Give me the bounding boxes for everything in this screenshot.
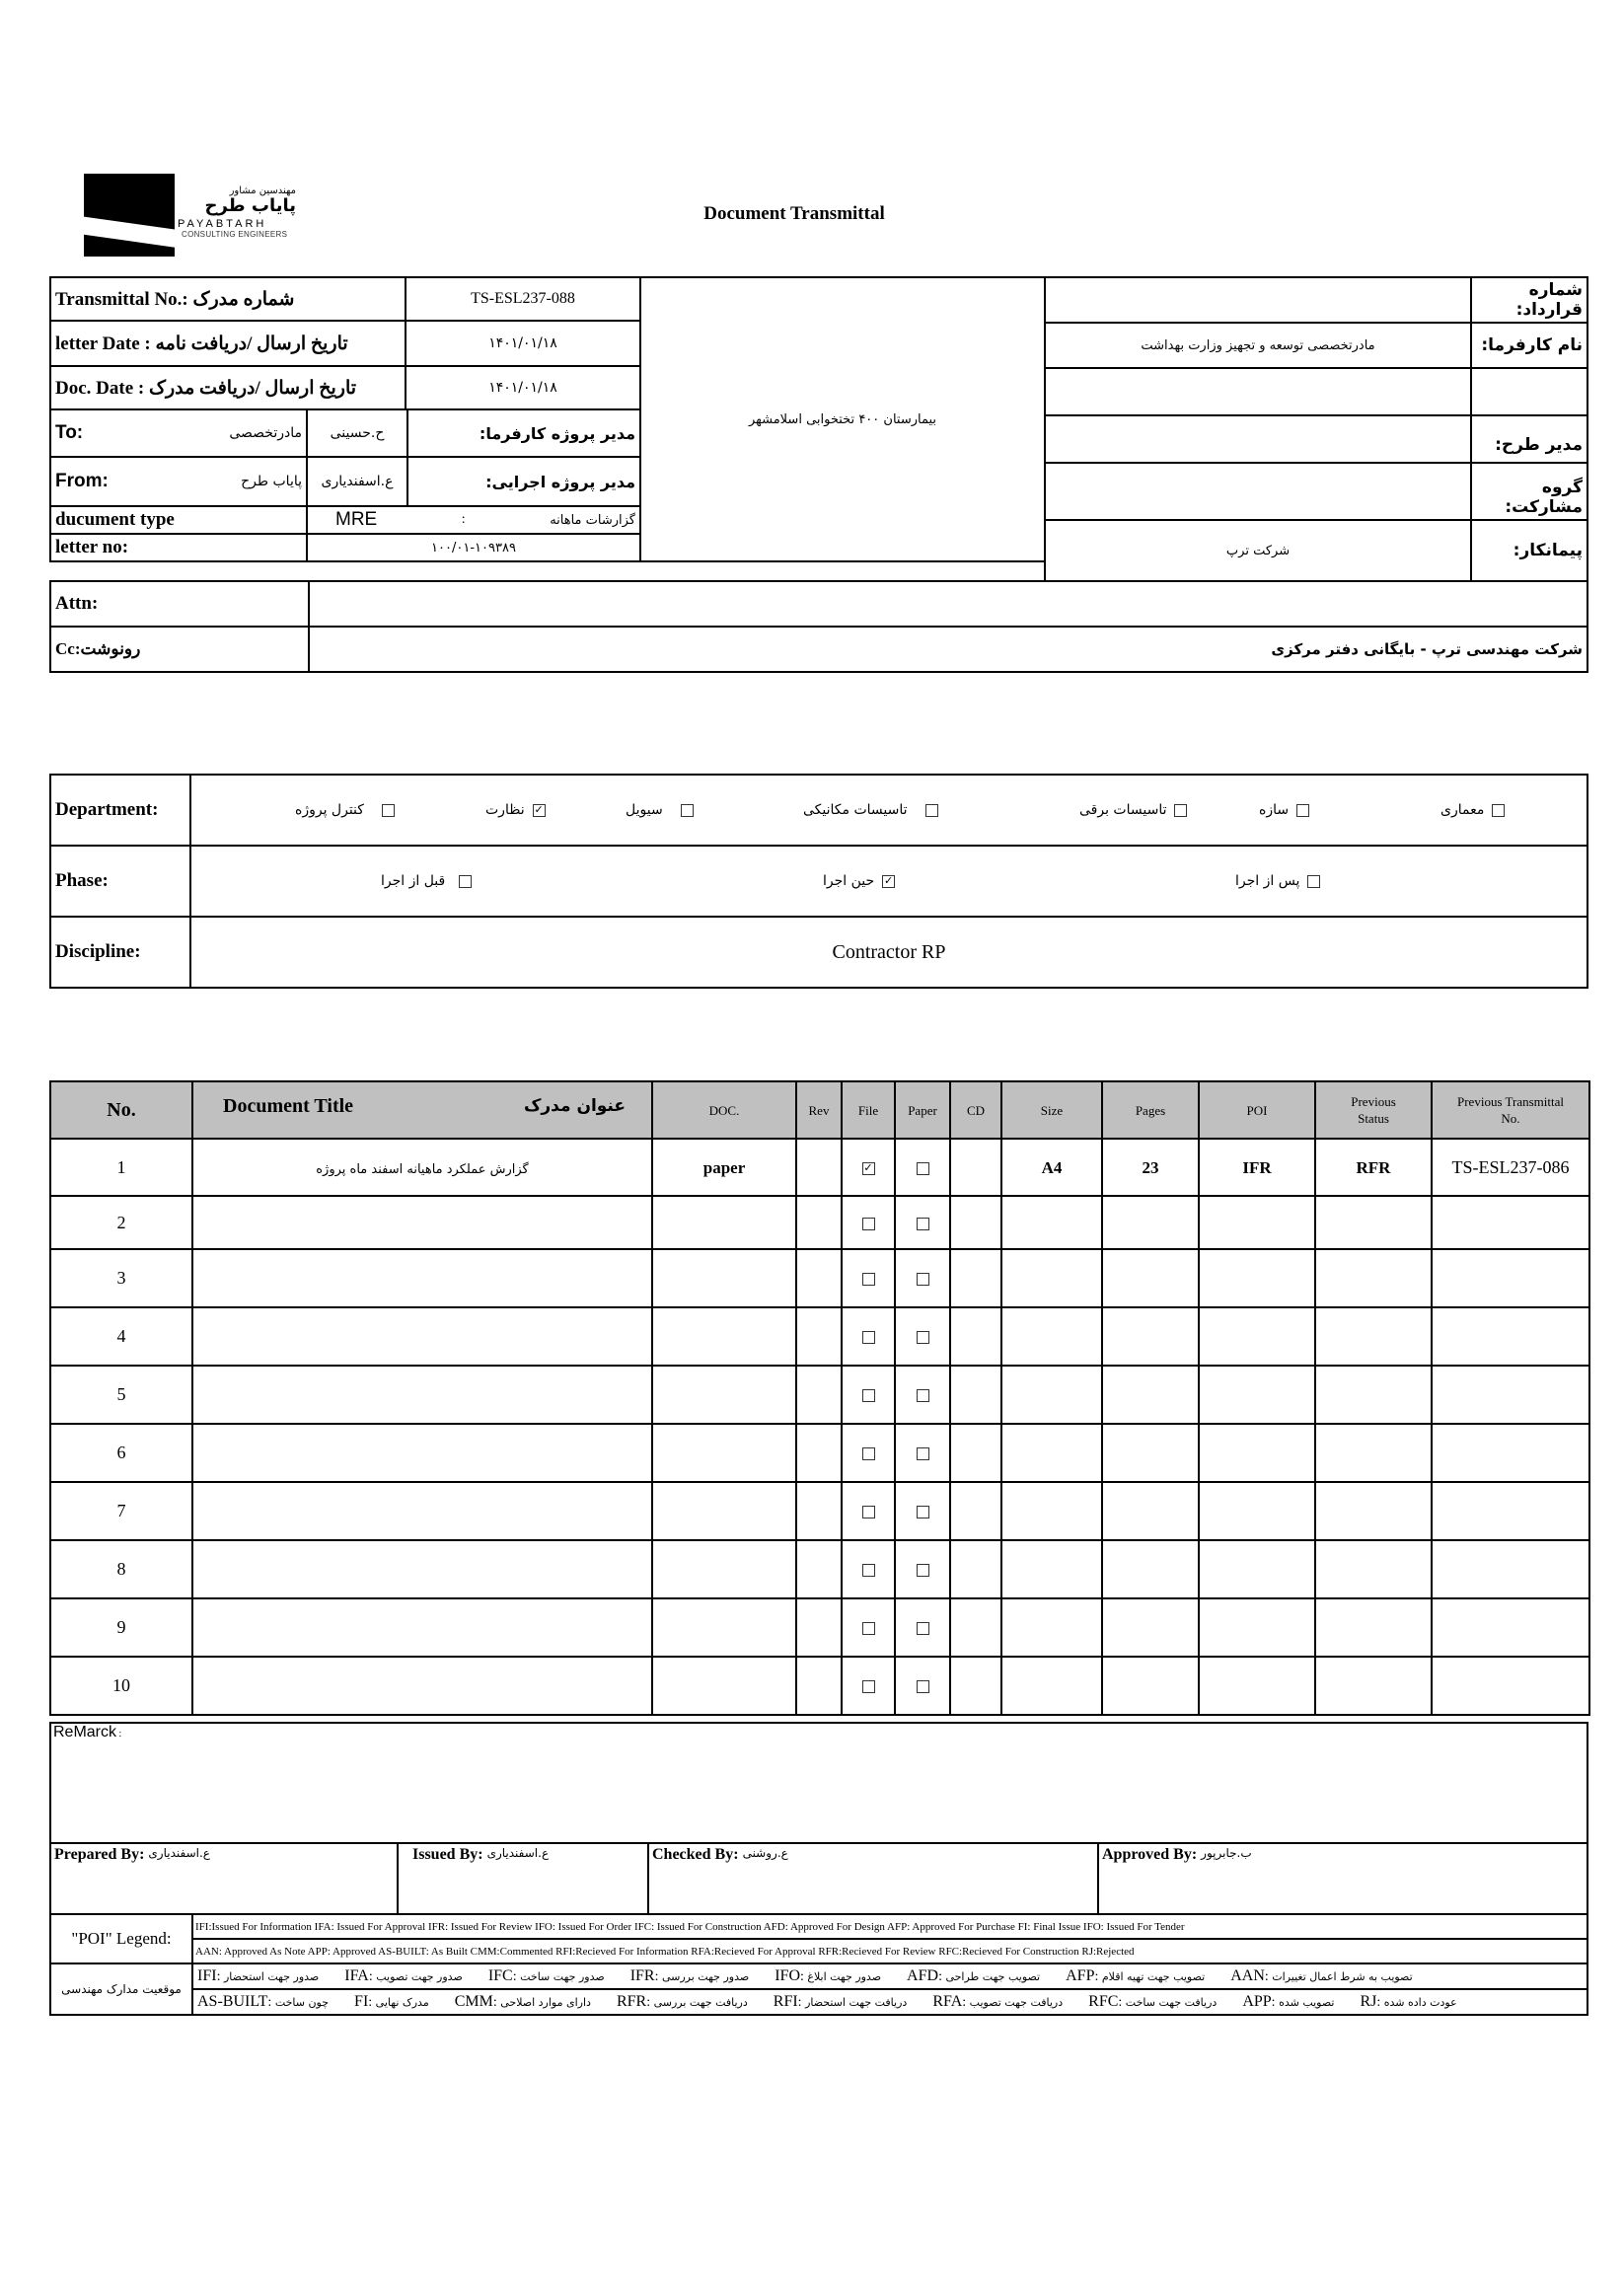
cc-label: Cc:رونوشت (49, 626, 310, 673)
fa-legend-line-2 (191, 1988, 1588, 2016)
row-paper[interactable] (895, 1249, 950, 1307)
doc-type-label: ducument type (49, 505, 308, 535)
checkbox-during-execution[interactable] (882, 875, 895, 888)
table-row (50, 1540, 1589, 1598)
legend-entry: APP: تصویب شده (1242, 1993, 1335, 2010)
attn-value[interactable] (308, 580, 1588, 628)
row-size[interactable] (1001, 1657, 1102, 1715)
row-doc[interactable] (652, 1366, 796, 1424)
row-file[interactable] (842, 1598, 895, 1657)
row-cd[interactable] (950, 1598, 1001, 1657)
row-cd[interactable] (950, 1366, 1001, 1424)
row-poi[interactable] (1199, 1196, 1315, 1249)
row-paper[interactable] (895, 1366, 950, 1424)
employer-label: نام کارفرما: (1470, 322, 1588, 369)
row-title[interactable] (192, 1366, 652, 1424)
table-row (50, 1196, 1589, 1249)
legend-entry: IFR: صدور جهت بررسی (629, 1967, 750, 1984)
department-label: Department: (49, 774, 191, 847)
row-poi[interactable] (1199, 1598, 1315, 1657)
row-file[interactable] (842, 1657, 895, 1715)
row-paper[interactable] (895, 1307, 950, 1366)
row-prev-status[interactable]: RFR (1315, 1139, 1432, 1196)
row-size[interactable] (1001, 1249, 1102, 1307)
row-title[interactable] (192, 1540, 652, 1598)
row-rev[interactable] (796, 1482, 842, 1540)
dept-option-structure[interactable]: سازه (1259, 802, 1309, 818)
discipline-label: Discipline: (49, 916, 191, 989)
legend-entry: IFI: صدور جهت استحضار (197, 1967, 320, 1984)
project-name: بیمارستان ۴۰۰ تختخوابی اسلامشهر (639, 276, 1046, 562)
attn-label: Attn: (49, 580, 310, 628)
checkbox-project-control[interactable] (382, 804, 395, 817)
row-no[interactable]: 2 (50, 1196, 192, 1249)
table-row (50, 1424, 1589, 1482)
paper-checkbox[interactable] (917, 1162, 929, 1175)
row-prev-transmittal[interactable] (1432, 1366, 1589, 1424)
row-file[interactable] (842, 1366, 895, 1424)
col-size: Size (1001, 1081, 1102, 1139)
file-checkbox[interactable] (862, 1564, 875, 1577)
row-rev[interactable] (796, 1657, 842, 1715)
documents-table (49, 1080, 1588, 1716)
row-no[interactable]: 5 (50, 1366, 192, 1424)
legend-entry: CMM: دارای موارد اصلاحی (454, 1993, 591, 2010)
col-paper: Paper (895, 1081, 950, 1139)
row-size[interactable] (1001, 1424, 1102, 1482)
contract-no-value[interactable] (1044, 276, 1472, 324)
checkbox-supervision[interactable] (533, 804, 546, 817)
from-person[interactable]: ع.اسفندیاری (306, 456, 408, 507)
checkbox-after-execution[interactable] (1307, 875, 1320, 888)
table-header-row (50, 1081, 1589, 1139)
signatures-row (49, 1842, 1588, 1915)
row-paper[interactable] (895, 1139, 950, 1196)
checkbox-mechanical[interactable] (925, 804, 938, 817)
row-prev-transmittal[interactable] (1432, 1424, 1589, 1482)
row-doc[interactable] (652, 1540, 796, 1598)
row-pages[interactable] (1102, 1366, 1199, 1424)
plan-manager-value[interactable] (1044, 414, 1472, 464)
cc-value[interactable]: شرکت مهندسی ترپ - بایگانی دفتر مرکزی (308, 626, 1588, 673)
row-pages[interactable]: 23 (1102, 1139, 1199, 1196)
logo-mark-icon (84, 174, 175, 257)
row-paper[interactable] (895, 1540, 950, 1598)
partnership-label: گروه مشارکت: (1470, 462, 1588, 521)
poi-legend (49, 1913, 1588, 2016)
row-cd[interactable] (950, 1307, 1001, 1366)
legend-entry: IFO: صدور جهت ابلاغ (775, 1967, 882, 1984)
row-prev-status[interactable] (1315, 1249, 1432, 1307)
paper-checkbox[interactable] (917, 1506, 929, 1518)
file-checkbox[interactable] (862, 1162, 875, 1175)
poi-legend-line-1: IFI:Issued For Information IFA: Issued For Approval IFR: Issued For Review IFO: Issued For Order IFC: Issued For Construction AFD: Approved For Design AFP: Approved For Purchase FI: Final Issue IFO: Issued For Tender (191, 1913, 1588, 1940)
row-poi[interactable] (1199, 1540, 1315, 1598)
row-poi[interactable] (1199, 1482, 1315, 1540)
row-file[interactable] (842, 1196, 895, 1249)
row-prev-status[interactable] (1315, 1657, 1432, 1715)
row-paper[interactable] (895, 1598, 950, 1657)
from-row: From: پایاب طرح (49, 456, 308, 507)
file-checkbox[interactable] (862, 1680, 875, 1693)
row-size[interactable] (1001, 1540, 1102, 1598)
department-options (189, 774, 1588, 847)
row-title[interactable] (192, 1598, 652, 1657)
row-no[interactable]: 1 (50, 1139, 192, 1196)
legend-entry: IFA: صدور جهت تصویب (344, 1967, 463, 1984)
row-no[interactable]: 7 (50, 1482, 192, 1540)
row-pages[interactable] (1102, 1482, 1199, 1540)
row-size[interactable] (1001, 1598, 1102, 1657)
row-paper[interactable] (895, 1196, 950, 1249)
col-file: File (842, 1081, 895, 1139)
row-title[interactable] (192, 1657, 652, 1715)
phase-option-before[interactable]: قبل از اجرا (381, 873, 472, 889)
row-prev-status[interactable] (1315, 1307, 1432, 1366)
checked-by[interactable]: Checked By: ع.روشنی (647, 1842, 1099, 1915)
row-size[interactable] (1001, 1196, 1102, 1249)
row-size[interactable] (1001, 1307, 1102, 1366)
row-size[interactable]: A4 (1001, 1139, 1102, 1196)
phase-option-after[interactable]: پس از اجرا (1235, 873, 1320, 889)
row-file[interactable] (842, 1482, 895, 1540)
row-prev-status[interactable] (1315, 1482, 1432, 1540)
prepared-by[interactable]: Prepared By: ع.اسفندیاری (49, 1842, 399, 1915)
row-cd[interactable] (950, 1249, 1001, 1307)
legend-entry: AS-BUILT: چون ساخت (197, 1993, 330, 2010)
row-prev-transmittal[interactable] (1432, 1598, 1589, 1657)
row-cd[interactable] (950, 1196, 1001, 1249)
legend-entry: AAN: تصویب به شرط اعمال تغییرات (1230, 1967, 1413, 1984)
row-paper[interactable] (895, 1424, 950, 1482)
paper-checkbox[interactable] (917, 1447, 929, 1460)
row-pages[interactable] (1102, 1540, 1199, 1598)
row-title[interactable] (192, 1424, 652, 1482)
row-doc[interactable] (652, 1598, 796, 1657)
blank-value[interactable] (1044, 367, 1472, 416)
file-checkbox[interactable] (862, 1622, 875, 1635)
fa-legend-label: موقعیت مدارک مهندسی (49, 1963, 193, 2016)
legend-entry: IFC: صدور جهت ساخت (487, 1967, 605, 1984)
row-pages[interactable] (1102, 1196, 1199, 1249)
col-cd: CD (950, 1081, 1001, 1139)
row-rev[interactable] (796, 1196, 842, 1249)
dept-option-project-control[interactable]: کنترل پروژه (295, 802, 395, 818)
letter-date-value[interactable]: ۱۴۰۱/۰۱/۱۸ (405, 320, 641, 367)
file-checkbox[interactable] (862, 1506, 875, 1518)
row-poi[interactable] (1199, 1424, 1315, 1482)
row-prev-status[interactable] (1315, 1196, 1432, 1249)
row-title[interactable] (192, 1196, 652, 1249)
file-checkbox[interactable] (862, 1273, 875, 1286)
employer-pm-label: مدیر پروژه کارفرما: (406, 408, 641, 458)
row-cd[interactable] (950, 1657, 1001, 1715)
row-no[interactable]: 6 (50, 1424, 192, 1482)
letter-no-label: letter no: (49, 533, 308, 562)
row-rev[interactable] (796, 1249, 842, 1307)
row-pages[interactable] (1102, 1307, 1199, 1366)
row-file[interactable] (842, 1424, 895, 1482)
dept-option-mechanical[interactable]: تاسیسات مکانیکی (803, 802, 938, 818)
row-cd[interactable] (950, 1540, 1001, 1598)
col-poi: POI (1199, 1081, 1315, 1139)
dept-option-electrical[interactable]: تاسیسات برقی (1079, 802, 1187, 818)
row-prev-transmittal[interactable] (1432, 1249, 1589, 1307)
legend-entry: FI: مدرک نهایی (354, 1993, 429, 2010)
remarks-box[interactable]: ReMarck : (49, 1722, 1588, 1844)
row-rev[interactable] (796, 1540, 842, 1598)
col-prev-status: Previous Status (1315, 1081, 1432, 1139)
contract-no-label: شماره قرارداد: (1470, 276, 1588, 324)
row-poi[interactable] (1199, 1249, 1315, 1307)
table-row (50, 1598, 1589, 1657)
phase-options (189, 845, 1588, 918)
row-file[interactable] (842, 1540, 895, 1598)
checkbox-before-execution[interactable] (459, 875, 472, 888)
file-checkbox[interactable] (862, 1218, 875, 1230)
row-prev-transmittal[interactable] (1432, 1307, 1589, 1366)
from-organization: پایاب طرح (241, 474, 302, 489)
file-checkbox[interactable] (862, 1331, 875, 1344)
row-title[interactable] (192, 1249, 652, 1307)
letter-date-label: letter Date : تاریخ ارسال /دریافت نامه (49, 320, 406, 367)
row-prev-status[interactable] (1315, 1540, 1432, 1598)
paper-checkbox[interactable] (917, 1389, 929, 1402)
paper-checkbox[interactable] (917, 1622, 929, 1635)
row-prev-transmittal[interactable] (1432, 1196, 1589, 1249)
row-pages[interactable] (1102, 1598, 1199, 1657)
row-cd[interactable] (950, 1482, 1001, 1540)
row-poi[interactable] (1199, 1307, 1315, 1366)
col-doc: DOC. (652, 1081, 796, 1139)
remarks-label: ReMarck (53, 1724, 117, 1741)
contractor-value[interactable]: شرکت ترپ (1044, 519, 1472, 582)
row-paper[interactable] (895, 1482, 950, 1540)
dept-option-civil[interactable]: سیویل (626, 802, 694, 818)
legend-entry: AFP: تصویب جهت تهیه اقلام (1066, 1967, 1206, 1984)
legend-entry: RFI: دریافت جهت استحضار (773, 1993, 908, 2010)
row-prev-transmittal[interactable] (1432, 1657, 1589, 1715)
row-no[interactable]: 8 (50, 1540, 192, 1598)
plan-manager-label: مدیر طرح: (1470, 414, 1588, 464)
to-row: To: مادرتخصصی (49, 408, 308, 458)
row-file[interactable] (842, 1139, 895, 1196)
row-prev-status[interactable] (1315, 1424, 1432, 1482)
transmittal-header (49, 276, 1588, 684)
table-row (50, 1139, 1589, 1196)
table-row (50, 1249, 1589, 1307)
col-title: Document Title عنوان مدرک (192, 1081, 652, 1139)
row-size[interactable] (1001, 1482, 1102, 1540)
row-cd[interactable] (950, 1139, 1001, 1196)
row-prev-transmittal[interactable] (1432, 1482, 1589, 1540)
row-prev-transmittal[interactable]: TS-ESL237-086 (1432, 1139, 1589, 1196)
row-poi[interactable]: IFR (1199, 1139, 1315, 1196)
row-rev[interactable] (796, 1307, 842, 1366)
approved-by[interactable]: Approved By: ب.جابرپور (1097, 1842, 1588, 1915)
row-no[interactable]: 3 (50, 1249, 192, 1307)
discipline-value[interactable]: Contractor RP (189, 916, 1588, 989)
col-rev: Rev (796, 1081, 842, 1139)
blank-label (1470, 367, 1588, 416)
paper-checkbox[interactable] (917, 1680, 929, 1693)
letter-no-value[interactable]: ۱۰۰/۰۱-۱۰۹۳۸۹ (306, 533, 641, 562)
to-organization: مادرتخصصی (229, 425, 302, 441)
row-cd[interactable] (950, 1424, 1001, 1482)
col-prev-transmittal: Previous Transmittal No. (1432, 1081, 1589, 1139)
row-poi[interactable] (1199, 1657, 1315, 1715)
doc-type-value[interactable]: MRE : گزارشات ماهانه (306, 505, 641, 535)
row-doc[interactable] (652, 1482, 796, 1540)
paper-checkbox[interactable] (917, 1218, 929, 1230)
executive-pm-label: مدیر پروژه اجرایی: (406, 456, 641, 507)
row-poi[interactable] (1199, 1366, 1315, 1424)
row-paper[interactable] (895, 1657, 950, 1715)
row-title[interactable]: گزارش عملکرد ماهیانه اسفند ماه پروژه (192, 1139, 652, 1196)
table-row (50, 1657, 1589, 1715)
logo-fa-subtitle: مهندسین مشاور (229, 185, 296, 196)
to-person[interactable]: ح.حسینی (306, 408, 408, 458)
checkbox-structure[interactable] (1296, 804, 1309, 817)
logo-en-subtitle: CONSULTING ENGINEERS (182, 230, 288, 239)
paper-checkbox[interactable] (917, 1564, 929, 1577)
paper-checkbox[interactable] (917, 1331, 929, 1344)
row-doc[interactable] (652, 1657, 796, 1715)
phase-option-during[interactable]: ✓ حین اجرا (823, 873, 895, 889)
row-pages[interactable] (1102, 1657, 1199, 1715)
classification-block (49, 774, 1588, 993)
employer-value[interactable]: مادرتخصصی توسعه و تجهیز وزارت بهداشت (1044, 322, 1472, 369)
row-rev[interactable] (796, 1598, 842, 1657)
checkbox-electrical[interactable] (1174, 804, 1187, 817)
dept-option-architecture[interactable]: معماری (1440, 802, 1505, 818)
row-prev-status[interactable] (1315, 1598, 1432, 1657)
table-row (50, 1307, 1589, 1366)
row-doc[interactable] (652, 1424, 796, 1482)
legend-entry: RFA: دریافت جهت تصویب (932, 1993, 1064, 2010)
issued-by[interactable]: Issued By: ع.اسفندیاری (397, 1842, 649, 1915)
row-prev-transmittal[interactable] (1432, 1540, 1589, 1598)
row-doc[interactable] (652, 1249, 796, 1307)
row-title[interactable] (192, 1307, 652, 1366)
paper-checkbox[interactable] (917, 1273, 929, 1286)
phase-label: Phase: (49, 845, 191, 918)
partnership-value[interactable] (1044, 462, 1472, 521)
file-checkbox[interactable] (862, 1447, 875, 1460)
file-checkbox[interactable] (862, 1389, 875, 1402)
row-pages[interactable] (1102, 1249, 1199, 1307)
row-rev[interactable] (796, 1366, 842, 1424)
row-title[interactable] (192, 1482, 652, 1540)
legend-entry: AFD: تصویب جهت طراحی (907, 1967, 1041, 1984)
legend-entry: RFC: دریافت جهت ساخت (1088, 1993, 1218, 2010)
contractor-label: پیمانکار: (1470, 519, 1588, 582)
table-row (50, 1482, 1589, 1540)
page-title: Document Transmittal (703, 203, 885, 224)
legend-entry: RJ: عودت داده شده (1360, 1993, 1457, 2010)
logo-fa-name: پایاب طرح (204, 195, 296, 216)
col-pages: Pages (1102, 1081, 1199, 1139)
dept-option-supervision[interactable]: ✓ نظارت (485, 802, 546, 818)
row-rev[interactable] (796, 1424, 842, 1482)
col-no: No. (50, 1081, 192, 1139)
table-row (50, 1366, 1589, 1424)
row-pages[interactable] (1102, 1424, 1199, 1482)
row-doc[interactable]: paper (652, 1139, 796, 1196)
row-file[interactable] (842, 1249, 895, 1307)
transmittal-no-label: Transmittal No.: شماره مدرک (49, 276, 406, 322)
poi-legend-line-2: AAN: Approved As Note APP: Approved AS-BUILT: As Built CMM:Commented RFI:Recieved For Information RFA:Recieved For Approval RFR:Recieved For Review RFC:Recieved For Construction RJ:Rejected (191, 1938, 1588, 1964)
doc-date-label: Doc. Date : تاریخ ارسال /دریافت مدرک (49, 365, 406, 410)
checkbox-civil[interactable] (681, 804, 694, 817)
row-rev[interactable] (796, 1139, 842, 1196)
row-no[interactable]: 4 (50, 1307, 192, 1366)
row-doc[interactable] (652, 1307, 796, 1366)
row-prev-status[interactable] (1315, 1366, 1432, 1424)
row-no[interactable]: 9 (50, 1598, 192, 1657)
fa-legend-line-1 (191, 1963, 1588, 1990)
logo-en-name: PAYABTARH (178, 218, 267, 230)
legend-entry: RFR: دریافت جهت بررسی (616, 1993, 748, 2010)
checkbox-architecture[interactable] (1492, 804, 1505, 817)
row-size[interactable] (1001, 1366, 1102, 1424)
row-no[interactable]: 10 (50, 1657, 192, 1715)
doc-date-value[interactable]: ۱۴۰۱/۰۱/۱۸ (405, 365, 641, 410)
poi-legend-label: "POI" Legend: (49, 1913, 193, 1964)
row-doc[interactable] (652, 1196, 796, 1249)
transmittal-no-value[interactable]: TS-ESL237-088 (405, 276, 641, 322)
row-file[interactable] (842, 1307, 895, 1366)
